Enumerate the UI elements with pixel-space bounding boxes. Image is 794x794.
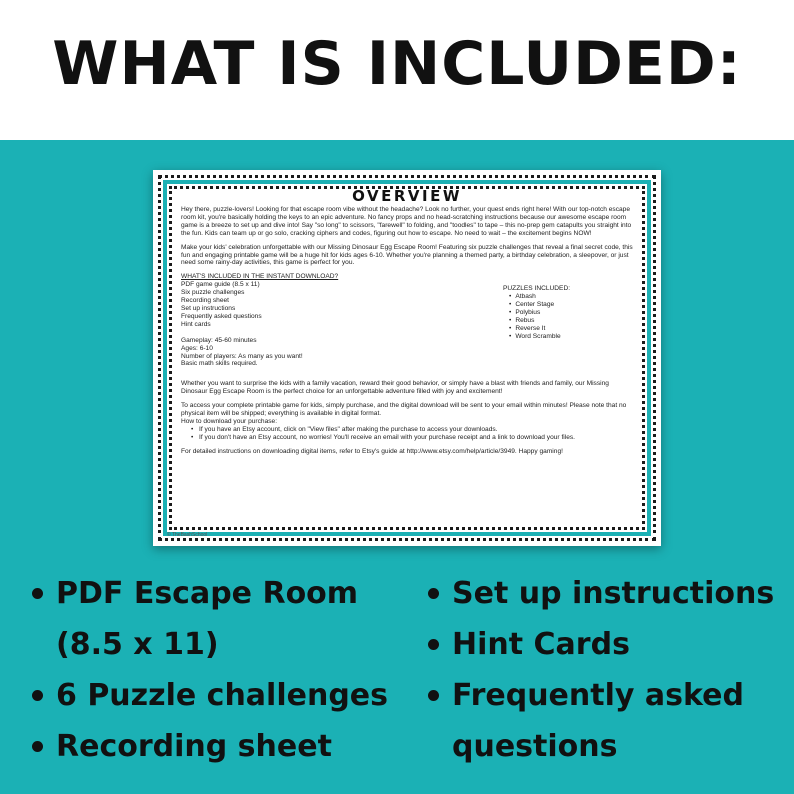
bullet-item — [32, 721, 402, 772]
bullets-left-column — [32, 568, 402, 772]
bullet-item — [428, 568, 778, 619]
download-step: • If you have an Etsy account, click on "View files" after making the purchase to access your downloads. — [191, 426, 633, 434]
included-item: Frequently asked questions — [181, 312, 262, 320]
page-title: WHAT IS INCLUDED: — [52, 29, 742, 99]
bullet-dot-icon — [428, 588, 439, 599]
included-columns — [181, 273, 633, 368]
bullet-dot-icon — [32, 690, 43, 701]
bullet-text: Frequently asked questions — [452, 678, 744, 764]
puzzle-item: • Atbash — [509, 293, 633, 301]
bullet-item — [428, 670, 778, 772]
access-paragraph: To access your complete printable game for kids, simply purchase, and the digital download will be sent to your email within minutes! Please note that no physical item will be shipped; everything is available in digital format. — [181, 402, 627, 418]
included-item: Recording sheet — [181, 297, 230, 305]
puzzles-column — [503, 273, 633, 368]
included-item: PDF game guide (8.5 x 11) — [181, 281, 260, 289]
puzzle-item: • Rebus — [509, 317, 633, 325]
game-info-item: Number of players: As many as you want! — [181, 352, 303, 360]
bullet-item — [428, 619, 778, 670]
download-heading: How to download your purchase: — [181, 417, 278, 425]
footer-note: For detailed instructions on downloading digital items, refer to Etsy's guide at http://www.etsy.com/help/article/3949. Happy gaming! — [181, 447, 563, 455]
bullet-dot-icon — [32, 588, 43, 599]
bullet-text: Set up instructions — [452, 576, 775, 611]
copyright-watermark: © TheBashSchool — [167, 532, 208, 538]
overview-sheet-preview — [153, 170, 661, 546]
included-item: Hint cards — [181, 320, 211, 328]
game-info-item: Basic math skills required. — [181, 360, 258, 368]
included-bullets — [0, 568, 794, 788]
puzzle-list — [503, 293, 633, 340]
intro-paragraph: Hey there, puzzle-lovers! Looking for that escape room vibe without the headache? Look no further, your quest ends right here! With our top-notch escape room kit, you're basically holding the keys to an epic adventure. No fancy props and no head-scratching instructions because our awesome escape room game is a breeze to set up and dive into! Say "so long" to scissors, "farewell" to folding, and "toodles" to tape – this no-prep gem catapults you straight into the fun. Kids can team up or go solo, cracking ciphers and codes, figuring out how to escape. No need to wait – the excitement begins NOW! — [181, 206, 632, 237]
description-paragraph: Make your kids' celebration unforgettable with our Missing Dinosaur Egg Escape Room! Featuring six puzzle challenges that reveal a final secret code, this fun and engaging printable game will be a huge hit for kids ages 6-10. Whether you're planning a themed party, a birthday celebration, a sleepover, or just need some rainy-day activities, this game is perfect for you. — [181, 243, 633, 267]
bullet-text: 6 Puzzle challenges — [56, 678, 388, 713]
sheet-title: OVERVIEW — [352, 187, 462, 205]
included-item: Set up instructions — [181, 304, 236, 312]
puzzles-heading: PUZZLES INCLUDED: — [503, 285, 571, 293]
game-info-item: Gameplay: 45-60 minutes — [181, 336, 257, 344]
included-item: Six puzzle challenges — [181, 289, 245, 297]
bullet-dot-icon — [428, 639, 439, 650]
bullet-text: Recording sheet — [56, 729, 332, 764]
sheet-content — [181, 188, 633, 462]
game-info-item: Ages: 6-10 — [181, 344, 213, 352]
puzzle-item: • Polybius — [509, 309, 633, 317]
included-heading: WHAT'S INCLUDED IN THE INSTANT DOWNLOAD? — [181, 273, 339, 281]
download-step: • If you don't have an Etsy account, no worries! You'll receive an email with your purchase receipt and a link to download your files. — [191, 434, 633, 442]
bullet-item — [32, 568, 402, 670]
included-left-column — [181, 273, 481, 368]
download-steps — [181, 426, 633, 442]
bullet-text: Hint Cards — [452, 627, 630, 662]
bullet-item — [32, 670, 402, 721]
puzzle-item: • Word Scramble — [509, 333, 633, 341]
header-band — [0, 0, 794, 140]
teal-section — [0, 140, 794, 794]
bullet-dot-icon — [32, 741, 43, 752]
bullets-right-column — [428, 568, 778, 772]
puzzle-item: • Reverse It — [509, 325, 633, 333]
puzzle-item: • Center Stage — [509, 301, 633, 309]
bullet-dot-icon — [428, 690, 439, 701]
closing-paragraph: Whether you want to surprise the kids with a family vacation, reward their good behavior, or simply have a blast with friends and family, our Missing Dinosaur Egg Escape Room is the perfect choice for an unforgettable adventure filled with joy and excitement! — [181, 380, 609, 396]
bullet-text: PDF Escape Room (8.5 x 11) — [56, 576, 359, 662]
